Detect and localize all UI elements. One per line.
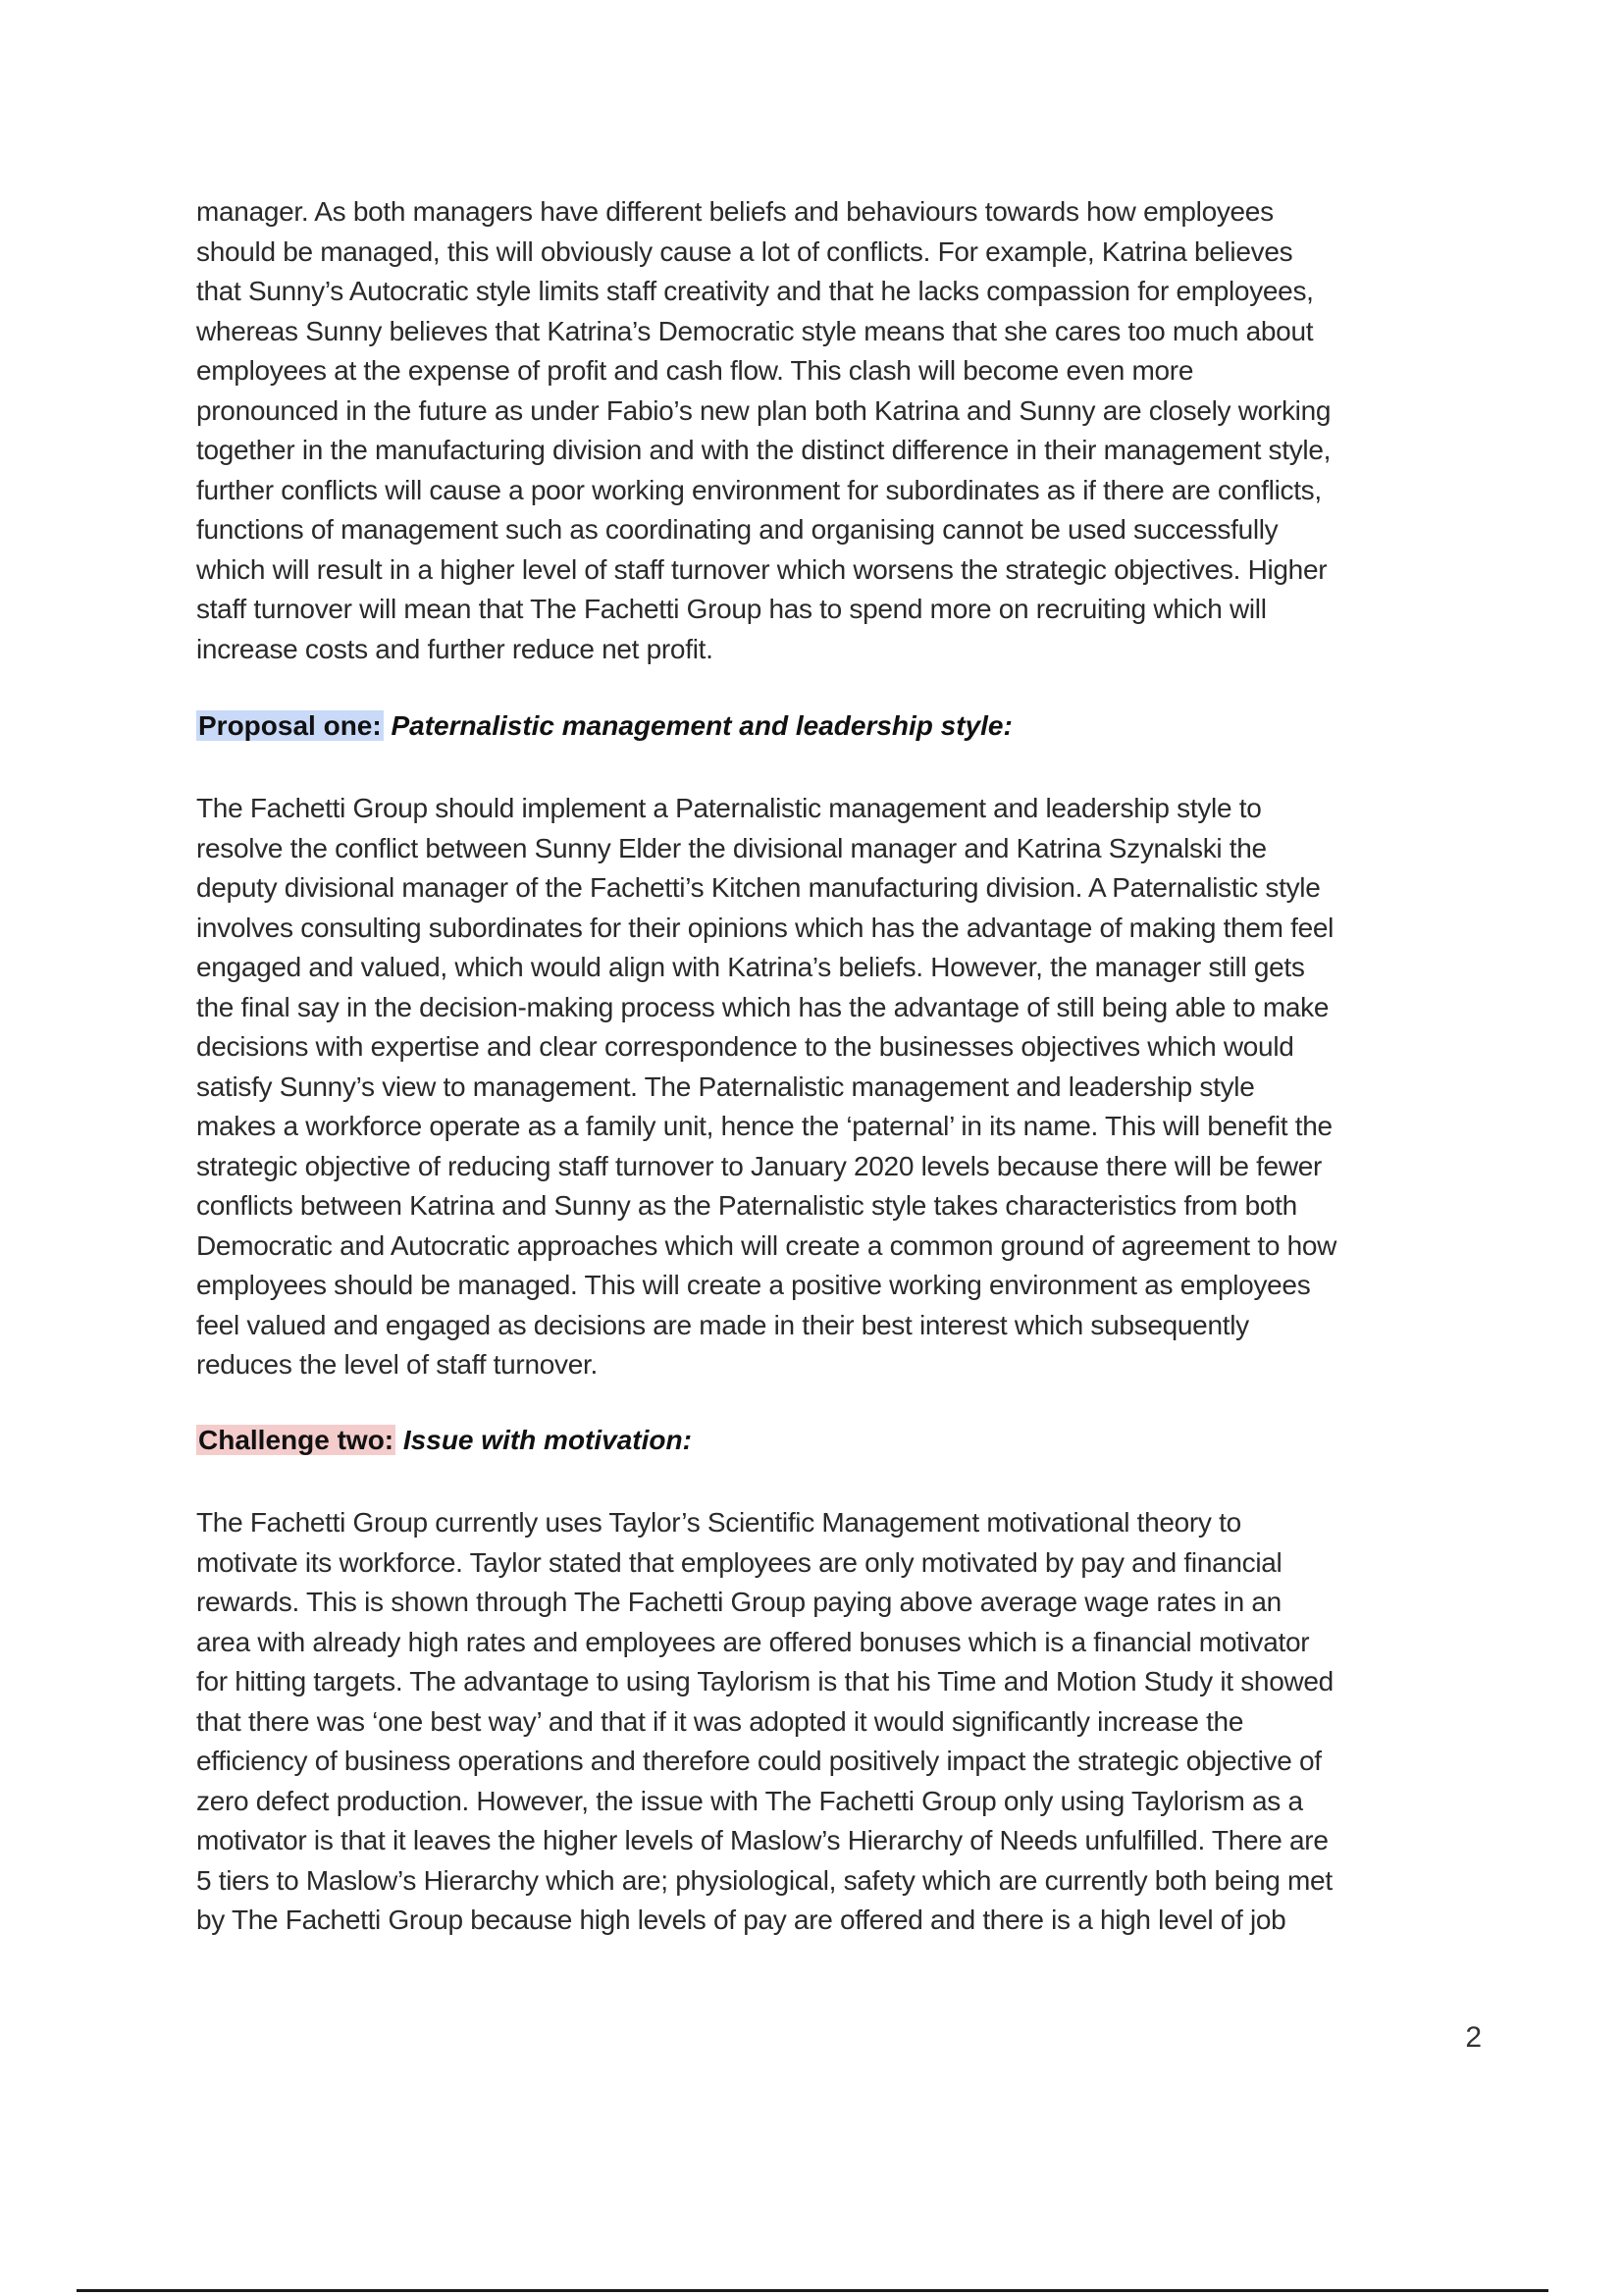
text-line: functions of management such as coordinating and organising cannot be used successfully [196, 514, 1279, 545]
section-heading-challenge-two [196, 1421, 692, 1460]
text-line: employees should be managed. This will create a positive working environment as employees [196, 1270, 1311, 1300]
text-line: that Sunny’s Autocratic style limits staff creativity and that he lacks compassion for employees, [196, 276, 1314, 306]
heading-label-highlight: Proposal one: [198, 710, 382, 741]
text-line: decisions with expertise and clear correspondence to the businesses objectives which would [196, 1031, 1294, 1062]
heading-label-highlight: Challenge two: [198, 1425, 394, 1455]
text-line: which will result in a higher level of staff turnover which worsens the strategic objectives. Higher [196, 553, 1328, 585]
text-line: efficiency of business operations and therefore could positively impact the strategic objective of [196, 1746, 1322, 1776]
heading-subtitle: Issue with motivation: [402, 1425, 692, 1455]
text-line: employees at the expense of profit and cash flow. This clash will become even more [196, 355, 1194, 386]
paragraph-manager-conflict [196, 192, 1331, 669]
text-line: strategic objective of reducing staff turnover to January 2020 levels because there will be fewer [196, 1150, 1323, 1181]
text-line: The Fachetti Group should implement a Paternalistic management and leadership style to [196, 793, 1262, 823]
text-line: Democratic and Autocratic approaches which will create a common ground of agreement to how [196, 1229, 1337, 1261]
text-line: conflicts between Katrina and Sunny as the Paternalistic style takes characteristics from both [196, 1190, 1297, 1221]
text-line: resolve the conflict between Sunny Elder the divisional manager and Katrina Szynalski the [196, 832, 1267, 863]
text-line: for hitting targets. The advantage to using Taylorism is that his Time and Motion Study it showed [196, 1666, 1334, 1696]
text-line: whereas Sunny believes that Katrina’s Democratic style means that she cares too much about [196, 315, 1314, 346]
text-line: involves consulting subordinates for their opinions which has the advantage of making them feel [196, 912, 1335, 943]
text-line: area with already high rates and employees are offered bonuses which is a financial motivator [196, 1626, 1310, 1657]
text-line: makes a workforce operate as a family unit, hence the ‘paternal’ in its name. This will benefit the [196, 1111, 1333, 1141]
heading-subtitle: Paternalistic management and leadership style: [391, 710, 1013, 741]
text-line: together in the manufacturing division and with the distinct difference in their management style, [196, 435, 1332, 465]
text-line: The Fachetti Group currently uses Taylor’s Scientific Management motivational theory to [196, 1507, 1241, 1538]
paragraph-paternalistic-proposal [196, 789, 1336, 1385]
text-line: rewards. This is shown through The Fachetti Group paying above average wage rates in an [196, 1587, 1282, 1617]
text-line: by The Fachetti Group because high levels of pay are offered and there is a high level of job [196, 1905, 1286, 1935]
text-line: manager. As both managers have different beliefs and behaviours towards how employees [196, 196, 1274, 227]
text-line: should be managed, this will obviously cause a lot of conflicts. For example, Katrina believes [196, 235, 1293, 267]
text-line: motivator is that it leaves the higher levels of Maslow’s Hierarchy of Needs unfulfilled. There are [196, 1825, 1329, 1855]
text-line: motivate its workforce. Taylor stated that employees are only motivated by pay and financial [196, 1546, 1283, 1578]
text-line: reduces the level of staff turnover. [196, 1349, 598, 1380]
text-line: the final say in the decision-making process which has the advantage of still being able to make [196, 991, 1330, 1022]
text-line: engaged and valued, which would align with Katrina’s beliefs. However, the manager still gets [196, 952, 1305, 982]
text-line: staff turnover will mean that The Fachetti Group has to spend more on recruiting which will [196, 594, 1267, 624]
text-line: satisfy Sunny’s view to management. The Paternalistic management and leadership style [196, 1070, 1255, 1102]
text-line: zero defect production. However, the issue with The Fachetti Group only using Taylorism as a [196, 1785, 1303, 1816]
text-line: pronounced in the future as under Fabio’s new plan both Katrina and Sunny are closely working [196, 394, 1332, 426]
footer-divider [77, 2289, 1548, 2292]
section-heading-proposal-one [196, 706, 1013, 746]
paragraph-motivation-issue [196, 1503, 1334, 1941]
text-line: 5 tiers to Maslow’s Hierarchy which are; physiological, safety which are currently both being met [196, 1864, 1333, 1896]
text-line: increase costs and further reduce net profit. [196, 633, 713, 664]
page-number: 2 [1465, 2021, 1482, 2054]
text-line: deputy divisional manager of the Fachetti’s Kitchen manufacturing division. A Paternalistic style [196, 872, 1321, 903]
text-line: that there was ‘one best way’ and that if it was adopted it would significantly increase the [196, 1705, 1244, 1737]
text-line: feel valued and engaged as decisions are made in their best interest which subsequently [196, 1309, 1249, 1340]
text-line: further conflicts will cause a poor working environment for subordinates as if there are conflicts, [196, 474, 1322, 505]
